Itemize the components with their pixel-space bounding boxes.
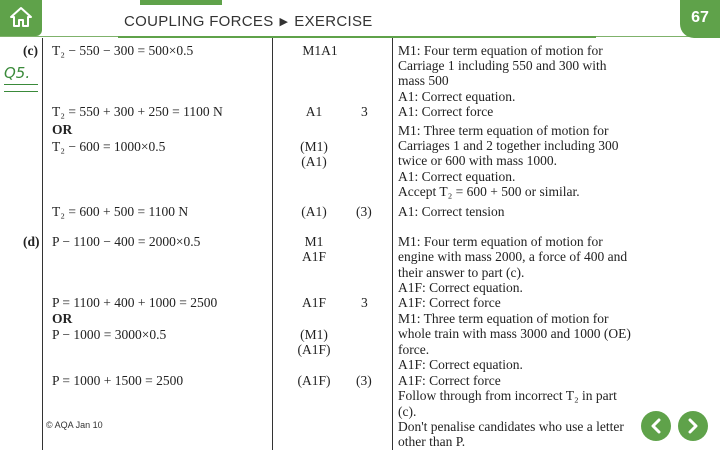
comment-line: whole train with mass 3000 and 1000 (OE) [398,326,631,341]
comment-line: A1: Correct force [398,104,494,119]
home-button[interactable] [0,0,42,36]
chevron-right-icon [686,418,700,434]
mark: M1 [304,234,324,249]
mark-total: (3) [356,204,372,219]
mark: A1 [305,104,323,119]
comment-line: A1: Correct equation. [398,89,516,104]
next-button[interactable] [678,411,708,441]
comment-line: A1: Correct tension [398,204,505,219]
mark: (M1) [300,327,328,342]
working-line: T₂ = 550 + 300 + 250 = 1100 N [52,104,223,119]
part-label-c: (c) [23,43,38,58]
mark-scheme [20,38,634,450]
title-section: EXERCISE [294,13,373,30]
comment-line: A1F: Correct force [398,373,501,388]
comment-line: Carriage 1 including 550 and 300 with [398,58,607,73]
title-accent [140,0,222,5]
comment-line: their answer to part (c). [398,265,525,280]
working-line: P = 1000 + 1500 = 2500 [52,373,184,388]
mark: A1F [301,295,326,310]
or-label: OR [52,122,73,137]
mark-total: 3 [361,104,368,119]
mark: (A1F) [297,342,331,357]
comment-line: Carriages 1 and 2 together including 300 [398,138,619,153]
home-icon [9,6,33,28]
comment-line: Accept T₂ = 600 + 500 or similar. [398,184,580,199]
comment-line: M1: Three term equation of motion for [398,311,609,326]
comment-line: Don't penalise candidates who use a letter [398,419,624,434]
comment-line: engine with mass 2000, a force of 400 and [398,249,628,264]
page-title [124,13,373,30]
title-topic: COUPLING FORCES [124,13,274,30]
comment-line: M1: Four term equation of motion for [398,43,603,58]
copyright-notice: © AQA Jan 10 [46,420,103,430]
mark-total: (3) [356,373,372,388]
previous-button[interactable] [641,411,671,441]
comment-line: twice or 600 with mass 1000. [398,153,557,168]
comment-line: A1F: Correct force [398,295,501,310]
column-divider [42,38,43,450]
working-line: P − 1000 = 3000×0.5 [52,327,167,342]
comment-line: (c). [398,404,417,419]
comment-line: mass 500 [398,73,449,88]
comment-line: Follow through from incorrect T₂ in part [398,388,617,403]
comment-line: force. [398,342,430,357]
title-bar [118,8,596,38]
mark: (A1) [301,204,327,219]
comment-line: A1F: Correct equation. [398,357,523,372]
working-line: P − 1100 − 400 = 2000×0.5 [52,234,201,249]
question-label: Q5. [4,64,31,82]
column-divider [392,38,393,450]
working-line: T₂ − 550 − 300 = 500×0.5 [52,43,194,58]
page-number-badge: 67 [680,0,720,38]
part-label-d: (d) [23,234,40,249]
comment-line: A1F: Correct equation. [398,280,523,295]
comment-line: M1: Three term equation of motion for [398,123,609,138]
column-divider [272,38,273,450]
play-triangle-icon: ▶ [279,16,289,28]
mark-total: 3 [361,295,368,310]
comment-line: A1: Correct equation. [398,169,516,184]
mark: M1A1 [302,43,338,58]
working-line: T₂ = 600 + 500 = 1100 N [52,204,189,219]
mark: A1F [301,249,326,264]
mark: (M1) [300,139,328,154]
chevron-left-icon [649,418,663,434]
or-label: OR [52,311,73,326]
working-line: P = 1100 + 400 + 1000 = 2500 [52,295,218,310]
working-line: T₂ − 600 = 1000×0.5 [52,139,166,154]
comment-line: M1: Four term equation of motion for [398,234,603,249]
mark: (A1F) [297,373,331,388]
comment-line: other than P. [398,434,466,449]
mark: (A1) [301,154,327,169]
